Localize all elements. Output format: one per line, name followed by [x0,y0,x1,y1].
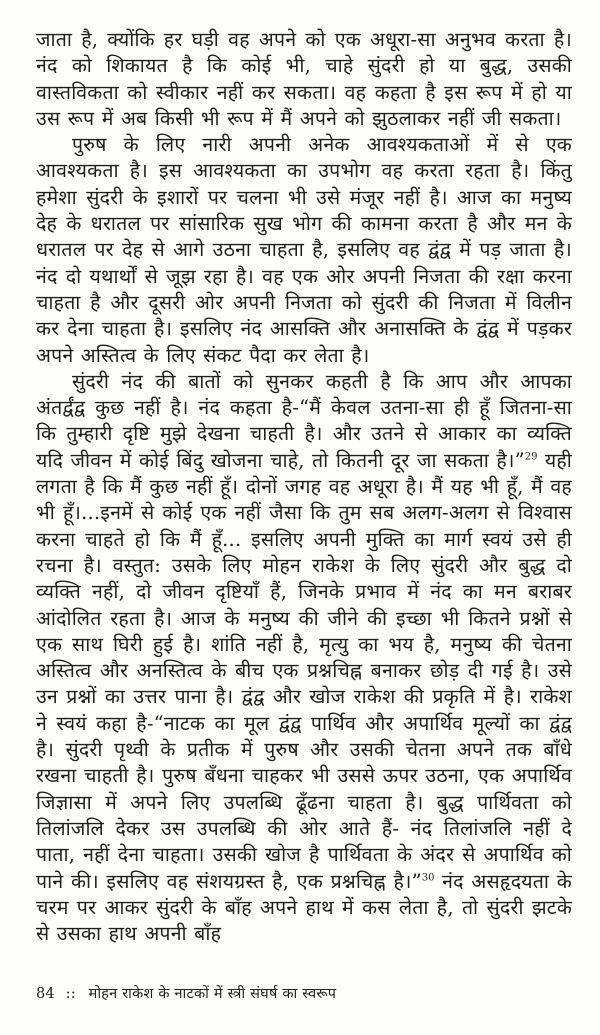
page-footer [36,983,336,1003]
page-number: 84 [36,986,55,1002]
paragraph-sundari-nand [36,369,572,948]
paragraph-text-segment: यही लगता है कि मैं कुछ नहीं हूँ। दोनों जगह वह अधूरा है। मैं यह भी हूँ, मैं वह भी हूँ।...इनमें से कोई एक नहीं जैसा कि तुम सब अलग-अलग से विश्वास करना चाहते हो कि मैं हूँ... इसलिए अपनी मुक्ति का मार्ग स्वयं उसे ही रचना है। वस्तुत: उसके लिए मोहन राकेश के लिए सुंदरी और बुद्ध दो व्यक्ति नहीं, दो जीवन दृष्टियाँ हैं, जिनके प्रभाव में नंद का मन बराबर आंदोलित रहता है। आज के मनुष्य की जीने की इच्छा भी कितने प्रश्नों से एक साथ घिरी हुई है। शांति नहीं है, मृत्यु का भय है, मनुष्य की चेतना अस्तित्व और अनस्तित्व के बीच एक प्रश्नचिह्न बनाकर छोड़ दी गई है। उसे उन प्रश्नों का उत्तर पाना है। द्वंद्व और खोज राकेश की प्रकृति में है। राकेश ने स्वयं कहा है-“नाटक का मूल द्वंद्व पार्थिव और अपार्थिव मूल्यों का द्वंद्व है। सुंदरी पृथ्वी के प्रतीक में पुरुष और उसकी चेतना अपने तक बाँधे रखना चाहती है। पुरुष बँधना चाहकर भी उससे ऊपर उठना, एक अपार्थिव जिज्ञासा में अपने लिए उपलब्धि ढूँढना चाहता है। बुद्ध पार्थिवता को तिलांजलि देकर उस उपलब्धि की ओर आते हैं- नंद तिलांजलि नहीं दे पाता, नहीं देना चाहता। उसकी खोज है पार्थिवता के अंदर से अपार्थिव को पाने की। इसलिए वह संशयग्रस्त है, एक प्रश्नचिह्न है।” [36,448,573,893]
footer-separator: :: [65,986,76,1002]
body-text [36,27,572,947]
paragraph-purush-nari: पुरुष के लिए नारी अपनी अनेक आवश्यकताओं में से एक आवश्यकता है। इस आवश्यकता का उपभोग वह करता रहता है। किंतु हमेशा सुंदरी के इशारों पर चलना भी उसे मंजूर नहीं है। आज का मनुष्य देह के धरातल पर सांसारिक सुख भोग की कामना करता है और मन के धरातल पर देह से आगे उठना चाहता है, इसलिए वह द्वंद्व में पड़ जाता है। नंद दो यथार्थों से जूझ रहा है। वह एक ओर अपनी निजता की रक्षा करना चाहता है और दूसरी ओर अपनी निजता को सुंदरी की निजता में विलीन कर देना चाहता है। इसलिए नंद आसक्ति और अनासक्ति के द्वंद्व में पड़कर अपने अस्तित्व के लिए संकट पैदा कर लेता है। [36,133,572,367]
footnote-marker-29: 29 [524,451,538,463]
footnote-marker-30: 30 [421,872,435,883]
paragraph-text-segment: नंद असहृदयता के चरम पर आकर सुंदरी के बाँह अपने हाथ में कस लेता है, तो सुंदरी झटके से उसका हाथ अपनी बाँह [36,869,572,946]
paragraph-text-segment: सुंदरी नंद की बातों को सुनकर कहती है कि आप और आपका अंतर्द्वंद्व कुछ नहीं है। नंद कहता है-“मैं केवल उतना-सा ही हूँ जितना-सा कि तुम्हारी दृष्टि मुझे देखना चाहती है। और उतने से आकार का व्यक्ति यदि जीवन में कोई बिंदु खोजना चाहे, तो कितनी दूर जा सकता है।” [36,369,572,472]
book-title: मोहन राकेश के नाटकों में स्त्री संघर्ष का स्वरूप [88,986,337,1002]
paragraph-continuation: जाता है, क्योंकि हर घड़ी वह अपने को एक अधूरा-सा अनुभव करता है। नंद को शिकायत है कि कोई भी, चाहे सुंदरी हो या बुद्ध, उसकी वास्तविकता को स्वीकार नहीं कर सकता। वह कहता है इस रूप में हो या उस रूप में अब किसी भी रूप में मैं अपने को झुठलाकर नहीं जी सकता। [36,28,572,130]
